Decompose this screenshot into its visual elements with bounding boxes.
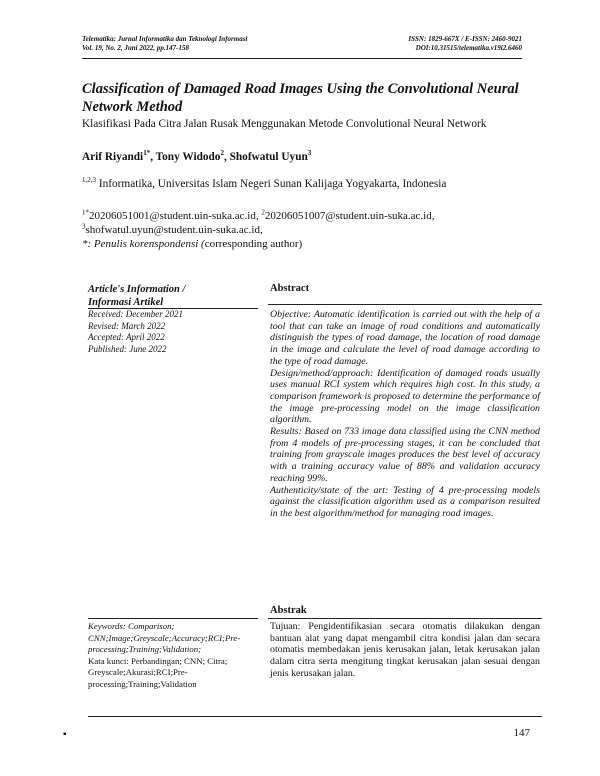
email-link[interactable]: shofwatul.uyun@student.uin-suka.ac.id,: [85, 224, 263, 236]
header-rule: [82, 58, 522, 59]
author-name: Arif Riyandi: [82, 151, 144, 163]
author-name: Shofwatul Uyun: [229, 151, 308, 163]
author-sup: 2: [220, 149, 224, 158]
paper-subtitle: Klasifikasi Pada Citra Jalan Rusak Menggunakan Metode Convolutional Neural Network: [82, 118, 487, 130]
doi: DOI:10.31515/telematika.v19i2.6460: [415, 44, 522, 52]
keywords-id: Kata kunci: Perbandingan; CNN; Citra; Greyscale;Akurasi;RCI;Pre-processing;Training;Validation: [88, 655, 228, 689]
journal-volume: Vol. 19, No. 2, Juni 2022, pp.147-158: [82, 44, 189, 52]
abstract-objective: Objective: Automatic identification is carried out with the help of a tool that can take an image of road conditions and automatically distinguish the types of road damage, the location of road damage in the image and calculate the level of road damage according to the type of road damage.: [270, 309, 540, 367]
journal-header: [82, 35, 247, 53]
accepted-date: Accepted: April 2022: [88, 332, 165, 342]
author-sup: 1*: [143, 149, 151, 158]
article-dates: [88, 309, 260, 355]
author-list: Arif Riyandi$^{1*}$, Tony Widodo$^2$, Shofwatul Uyun$^3$: [82, 149, 312, 163]
abstrak-rule: [268, 618, 542, 619]
abstract-authenticity: Authenticity/state of the art: Testing of 4 pre-processing models against the classification algorithm used as a comparison resulted in the best algorithm/method for managing road images.: [270, 484, 540, 519]
bullet-mark: ▪: [63, 729, 67, 740]
email-line: $^3$shofwatul.uyun@student.uin-suka.ac.id,: [82, 222, 263, 236]
abstract-design: Design/method/approach: Identification of damaged roads usually uses manual RCI system which requires high cost. In this study, a comparison framework is proposed to determine the performance of the image pre-processing model on the image classification algorithm.: [270, 367, 540, 426]
bottom-rule: [88, 716, 542, 717]
abstract-body: [270, 309, 540, 520]
issn-header: [408, 35, 522, 53]
published-date: Published: June 2022: [88, 343, 167, 354]
keywords: [88, 621, 263, 690]
abstract-rule: [268, 304, 542, 305]
journal-name: Telematika: Jurnal Informatika dan Teknologi Informasi: [82, 35, 248, 43]
page-number: 147: [513, 727, 530, 739]
abstract-heading: Abstract: [270, 283, 310, 294]
article-info-heading: Article's Information / Informasi Artikel: [88, 284, 186, 308]
corresponding-note: *: Penulis korenspondensi (corresponding author): [82, 238, 303, 250]
keywords-en: Keywords: Comparison; CNN;Image;Greyscale;Accuracy;RCI;Pre-processing;Training;Validation;: [88, 621, 241, 654]
email-link[interactable]: 20206051007@student.uin-suka.ac.id,: [264, 210, 435, 222]
paper-title: Classification of Damaged Road Images Using the Convolutional Neural Network Method: [82, 81, 519, 115]
email-link[interactable]: 20206051001@student.uin-suka.ac.id,: [89, 210, 262, 222]
affiliation: [82, 178, 446, 190]
affiliation-sup: 1,2,3: [82, 176, 96, 185]
affiliation-text: Informatika, Universitas Islam Negeri Sunan Kalijaga Yogyakarta, Indonesia: [96, 178, 447, 190]
abstrak-heading: Abstrak: [270, 605, 307, 616]
issn: ISSN: 1829-667X / E-ISSN: 2460-9021: [408, 35, 522, 43]
author-name: Tony Widodo: [155, 151, 221, 163]
revised-date: Revised: March 2022: [88, 320, 166, 331]
email-line: $^{1*}$20206051001@student.uin-suka.ac.id, $^2$20206051007@student.uin-suka.ac.id,: [82, 208, 435, 222]
abstract-results: Results: Based on 733 image data classified using the CNN method from 4 models of pre-processing stages, it can be concluded that training from grayscale images produces the best level of accuracy with a training accuracy value of 88% and validation accuracy reaching 99%.: [270, 426, 540, 484]
abstrak-body: Tujuan: Pengidentifikasian secara otomatis dilakukan dengan bantuan alat yang dapat mengambil citra kondisi jalan dan secara otomatis membedakan jenis kerusakan jalan, letak kerusakan jalan dalam citra serta mengitung tingkat kerusakan jalan sesuai dengan jenis kerusakan jalan.: [270, 621, 540, 679]
email-block: [82, 209, 522, 251]
author-sup: 3: [307, 149, 312, 158]
received-date: Received: December 2021: [88, 309, 183, 319]
keywords-rule: [88, 618, 258, 619]
